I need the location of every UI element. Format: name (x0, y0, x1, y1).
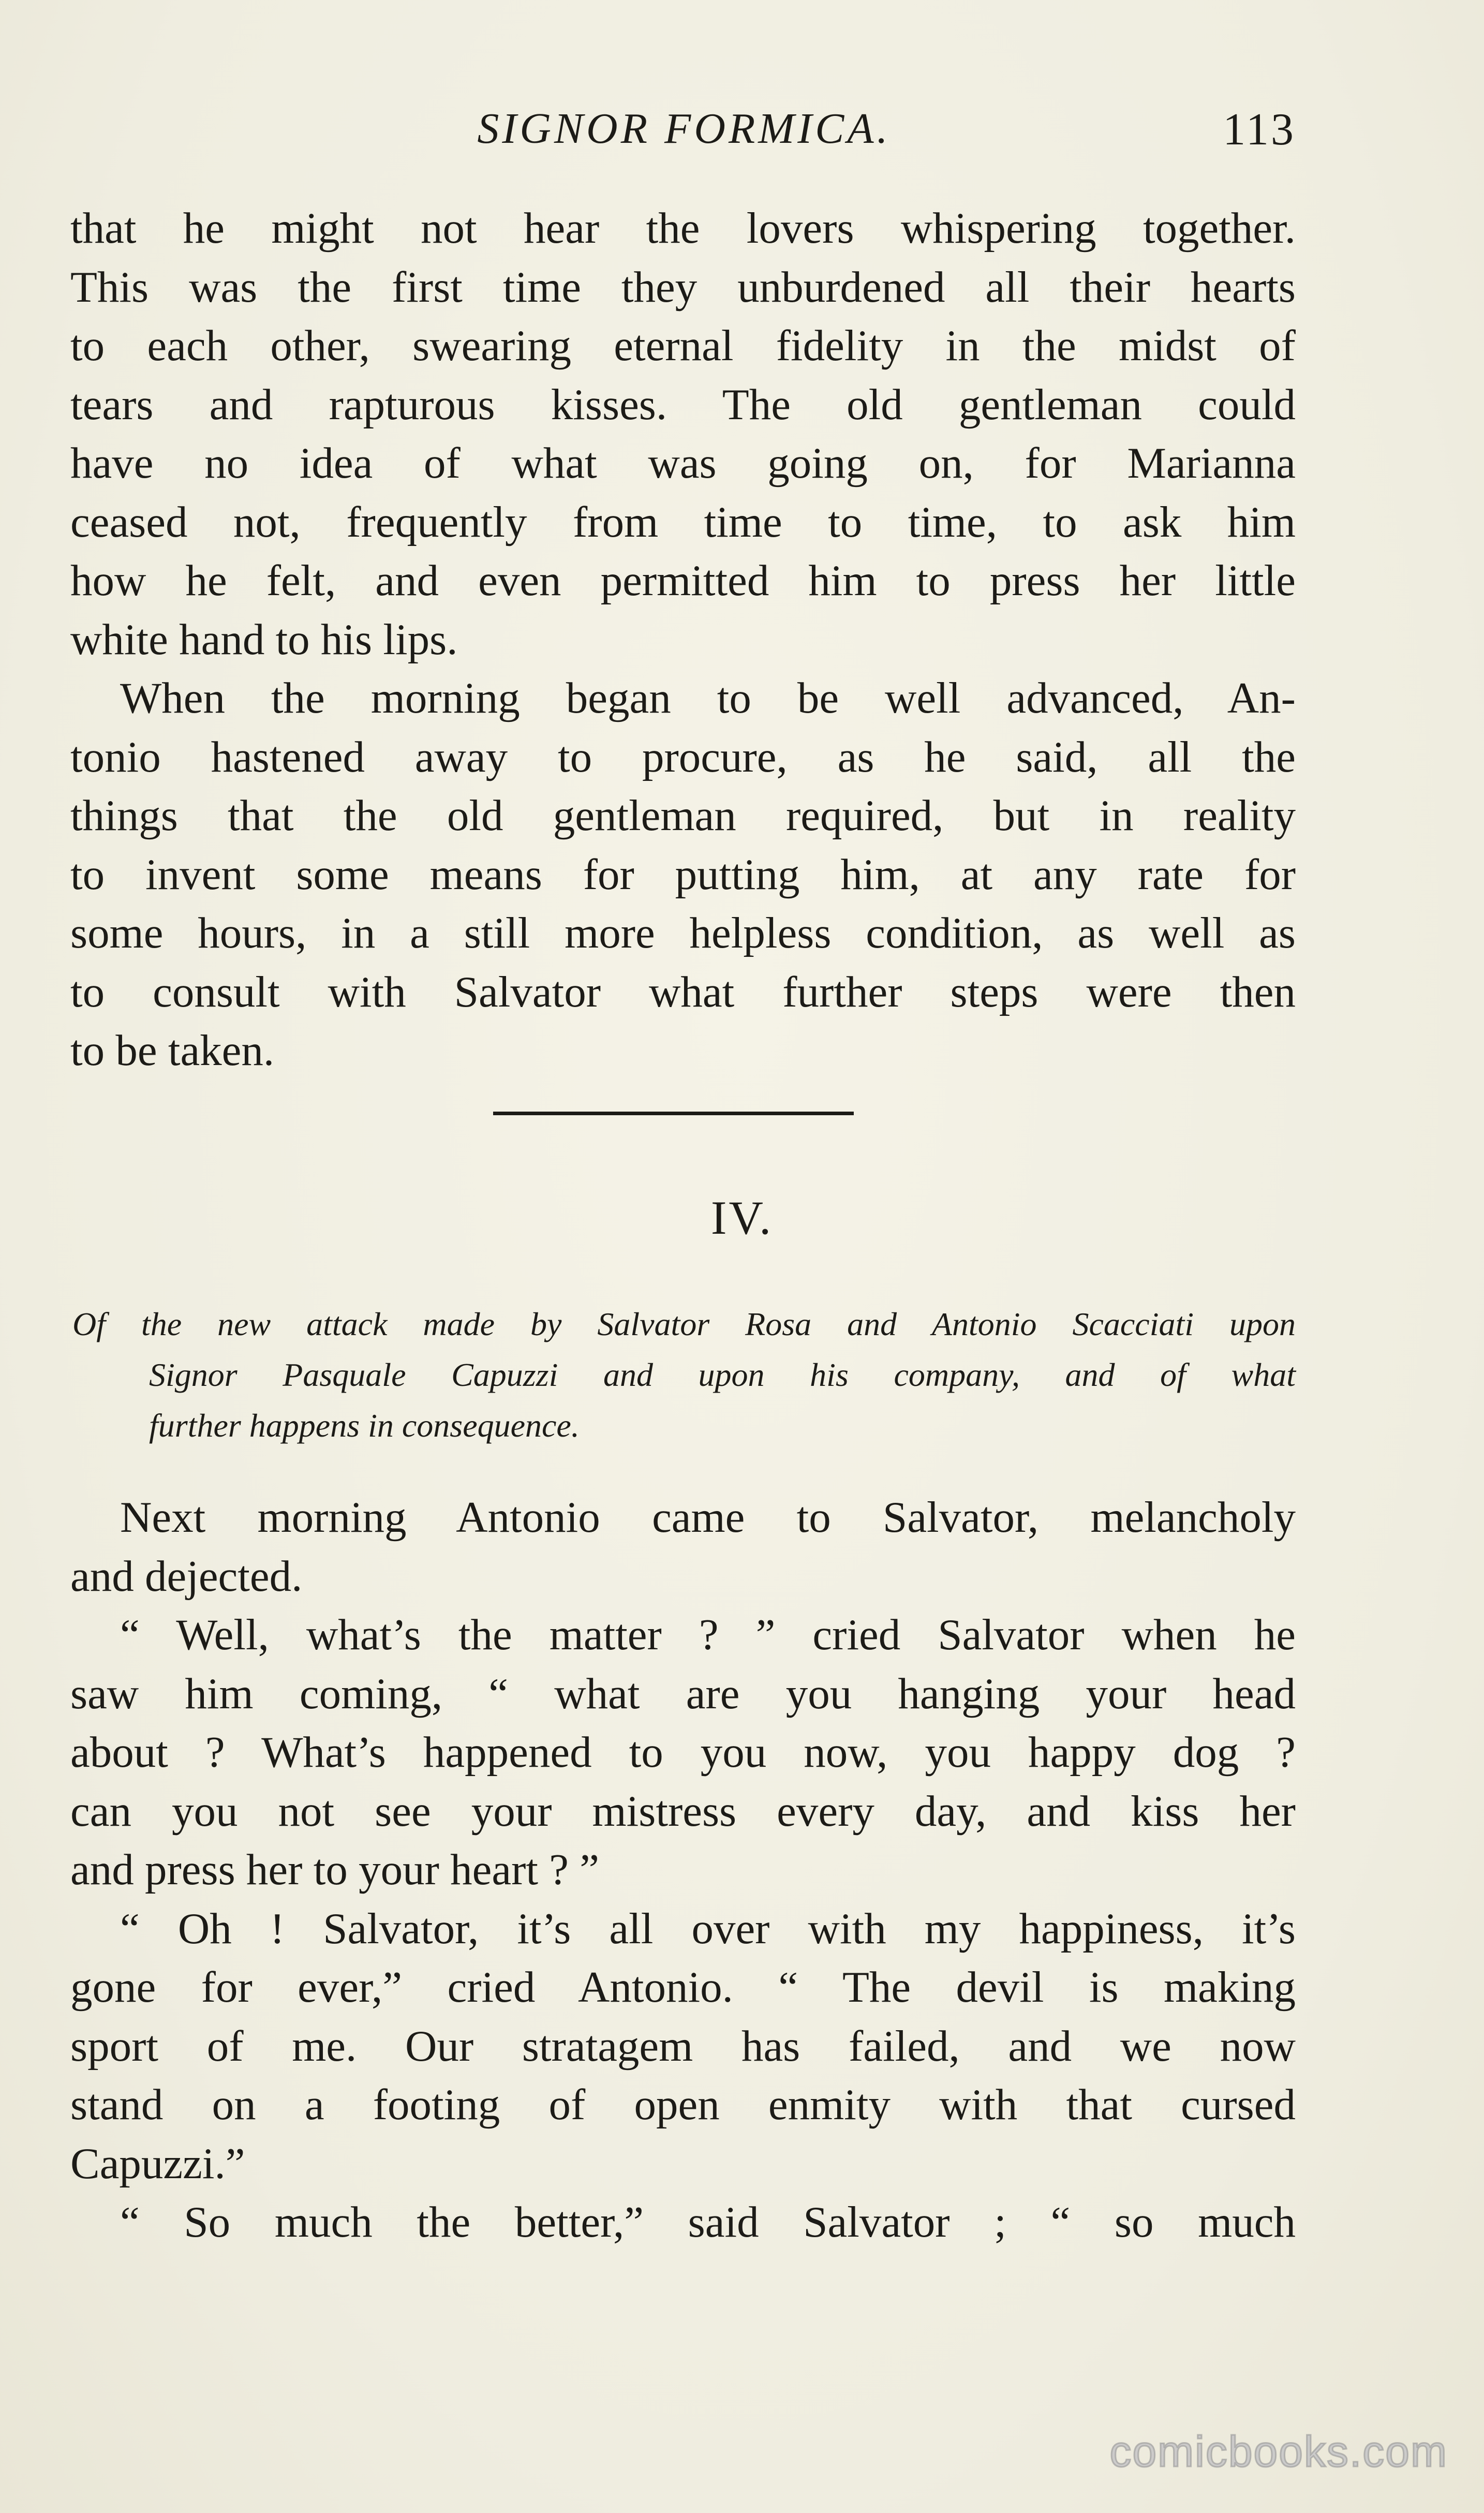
running-title: SIGNOR FORMICA. (477, 105, 891, 153)
text-line: to be taken. (70, 1026, 275, 1075)
text-line: tonio hastened away to procure, as he said, all the (70, 732, 1296, 781)
text-line: This was the first time they unburdened all their hearts (70, 262, 1296, 312)
text-line: to consult with Salvator what further steps were then (70, 967, 1296, 1016)
text-line: gone for ever,” cried Antonio. “ The devil is making (70, 1963, 1296, 2012)
text-line: white hand to his lips. (70, 615, 458, 664)
summary-line: Of the new attack made by Salvator Rosa and Antonio Scacciati upon (72, 1306, 1296, 1342)
chapter-summary (72, 1299, 1296, 1451)
text-line: Capuzzi.” (70, 2139, 245, 2188)
text-line: and dejected. (70, 1551, 303, 1601)
summary-line: Signor Pasquale Capuzzi and upon his company, and of what (149, 1356, 1296, 1393)
text-line: how he felt, and even permitted him to press her little (70, 556, 1296, 605)
text-block-after-chapter (70, 1488, 1296, 2252)
text-line: that he might not hear the lovers whispering together. (70, 204, 1296, 253)
text-line: tears and rapturous kisses. The old gentleman could (70, 380, 1296, 429)
text-block-before-chapter (70, 199, 1296, 1081)
text-line: some hours, in a still more helpless condition, as well as (70, 909, 1296, 957)
chapter-number: IV. (710, 1191, 774, 1244)
text-line: “ Well, what’s the matter ? ” cried Salvator when he (120, 1610, 1296, 1659)
summary-line: further happens in consequence. (149, 1407, 580, 1444)
text-line: “ Oh ! Salvator, it’s all over with my happiness, it’s (120, 1904, 1296, 1953)
text-line: can you not see your mistress every day, and kiss her (70, 1786, 1296, 1836)
text-line: to each other, swearing eternal fidelity in the midst of (70, 321, 1296, 370)
text-line: and press her to your heart ? ” (70, 1845, 599, 1894)
text-line: have no idea of what was going on, for Marianna (70, 439, 1296, 487)
section-divider (493, 1112, 854, 1115)
text-line: ceased not, frequently from time to time, to ask him (70, 497, 1296, 546)
text-line: When the morning began to be well advanced, An- (120, 674, 1296, 722)
watermark: comicbooks.com (1109, 2427, 1448, 2476)
text-line: “ So much the better,” said Salvator ; “ so much (120, 2198, 1296, 2246)
text-line: things that the old gentleman required, but in reality (70, 791, 1296, 840)
text-line: to invent some means for putting him, at any rate for (70, 850, 1296, 899)
page-number: 113 (1223, 105, 1296, 155)
text-line: Next morning Antonio came to Salvator, melancholy (120, 1493, 1296, 1542)
text-line: saw him coming, “ what are you hanging your head (70, 1669, 1296, 1718)
text-line: sport of me. Our stratagem has failed, and we now (70, 2021, 1296, 2071)
running-head (72, 104, 1296, 166)
text-line: stand on a footing of open enmity with that cursed (70, 2080, 1296, 2129)
text-line: about ? What’s happened to you now, you happy dog ? (70, 1728, 1296, 1777)
